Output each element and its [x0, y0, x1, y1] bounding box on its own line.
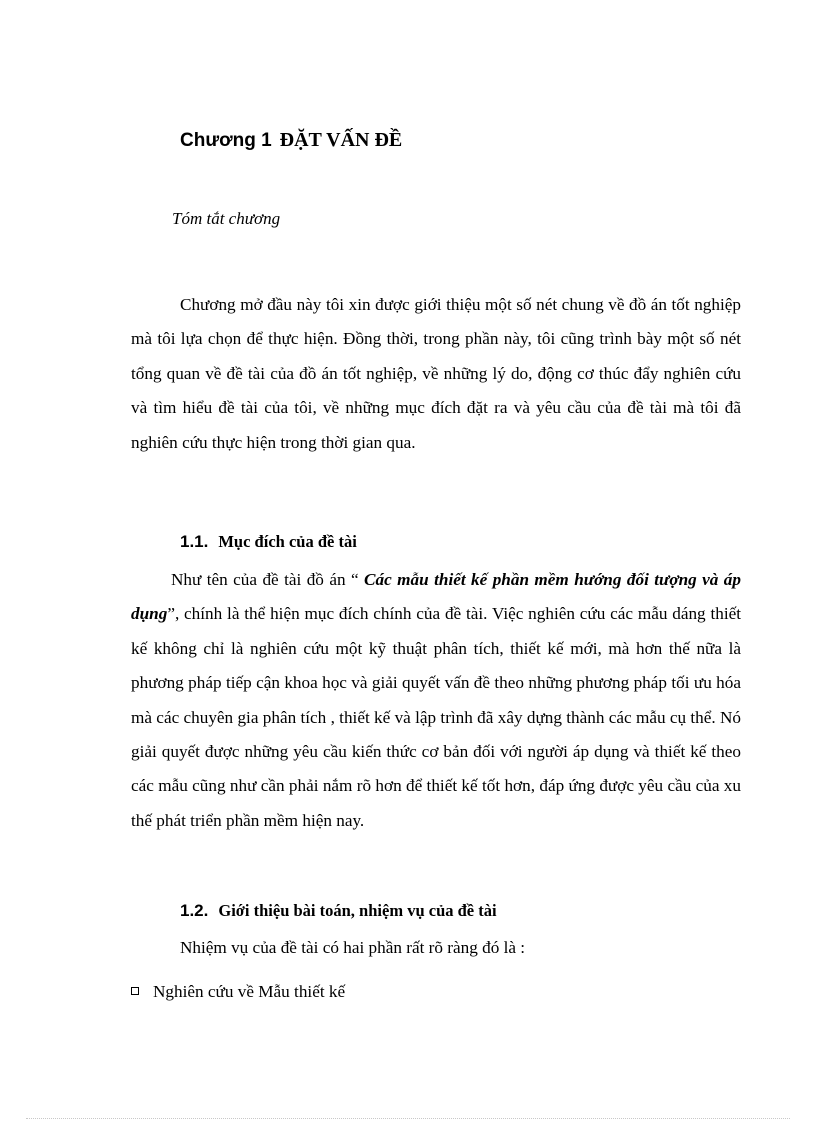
chapter-number: Chương 1 [180, 130, 272, 151]
project-title-emphasis: Các mẫu thiết kế phần mềm hướng đối tượng và áp dụng [131, 570, 741, 624]
tasks-intro-text: Nhiệm vụ của đề tài có hai phần rất rõ ràng đó là : [180, 938, 526, 957]
section-1-1-paragraph [131, 563, 741, 838]
paragraph-text: Như tên của đề tài đồ án “ [171, 570, 365, 589]
chapter-title [180, 117, 402, 154]
section-title: Mục đích của đề tài [218, 532, 357, 551]
chapter-name: ĐẶT VẤN ĐỀ [279, 129, 403, 151]
section-number: 1.2. [180, 901, 209, 920]
intro-paragraph: Chương mở đầu này tôi xin được giới thiệu một số nét chung về đồ án tốt nghiệp mà tôi lựa chọn để thực hiện. Đồng thời, trong phần này, tôi cũng trình bày một số nét tổng quan về đề tài của đồ án tốt nghiệp, về những lý do, động cơ thúc đẩy nghiên cứu và tìm hiểu đề tài của tôi, về những mục đích đặt ra và yêu cầu của đề tài mà tôi đã nghiên cứu thực hiện trong thời gian qua. [131, 295, 741, 452]
list-item-text: Nghiên cứu về Mẫu thiết kế [153, 982, 346, 1001]
section-heading-1-1 [180, 527, 357, 554]
paragraph-text: ”, chính là thể hiện mục đích chính của đề tài. Việc nghiên cứu các mẫu dáng thiết kế không chỉ là nghiên cứu một kỹ thuật phân tích, thiết kế mới, mà hơn thế nữa là phương pháp tiếp cận khoa học và giải quyết vấn đề theo những phương pháp tối ưu hóa mà các chuyên gia phân tích , thiết kế và lập trình đã xây dựng thành các mẫu cụ thể. Nó giải quyết được những yêu cầu kiến thức cơ bản đối với người áp dụng và thiết kế theo các mẫu cũng như cần phải nắm rõ hơn để thiết kế tốt hơn, đáp ứng được yêu cầu của xu thế phát triển phần mềm hiện nay. [131, 604, 741, 830]
list-item [131, 982, 345, 1002]
section-heading-1-2 [180, 896, 497, 923]
page-bottom-divider [26, 1118, 790, 1119]
section-title: Giới thiệu bài toán, nhiệm vụ của đề tài [218, 901, 497, 920]
section-number: 1.1. [180, 532, 209, 551]
square-bullet-icon [131, 987, 139, 995]
chapter-summary-label: Tóm tắt chương [172, 209, 281, 228]
